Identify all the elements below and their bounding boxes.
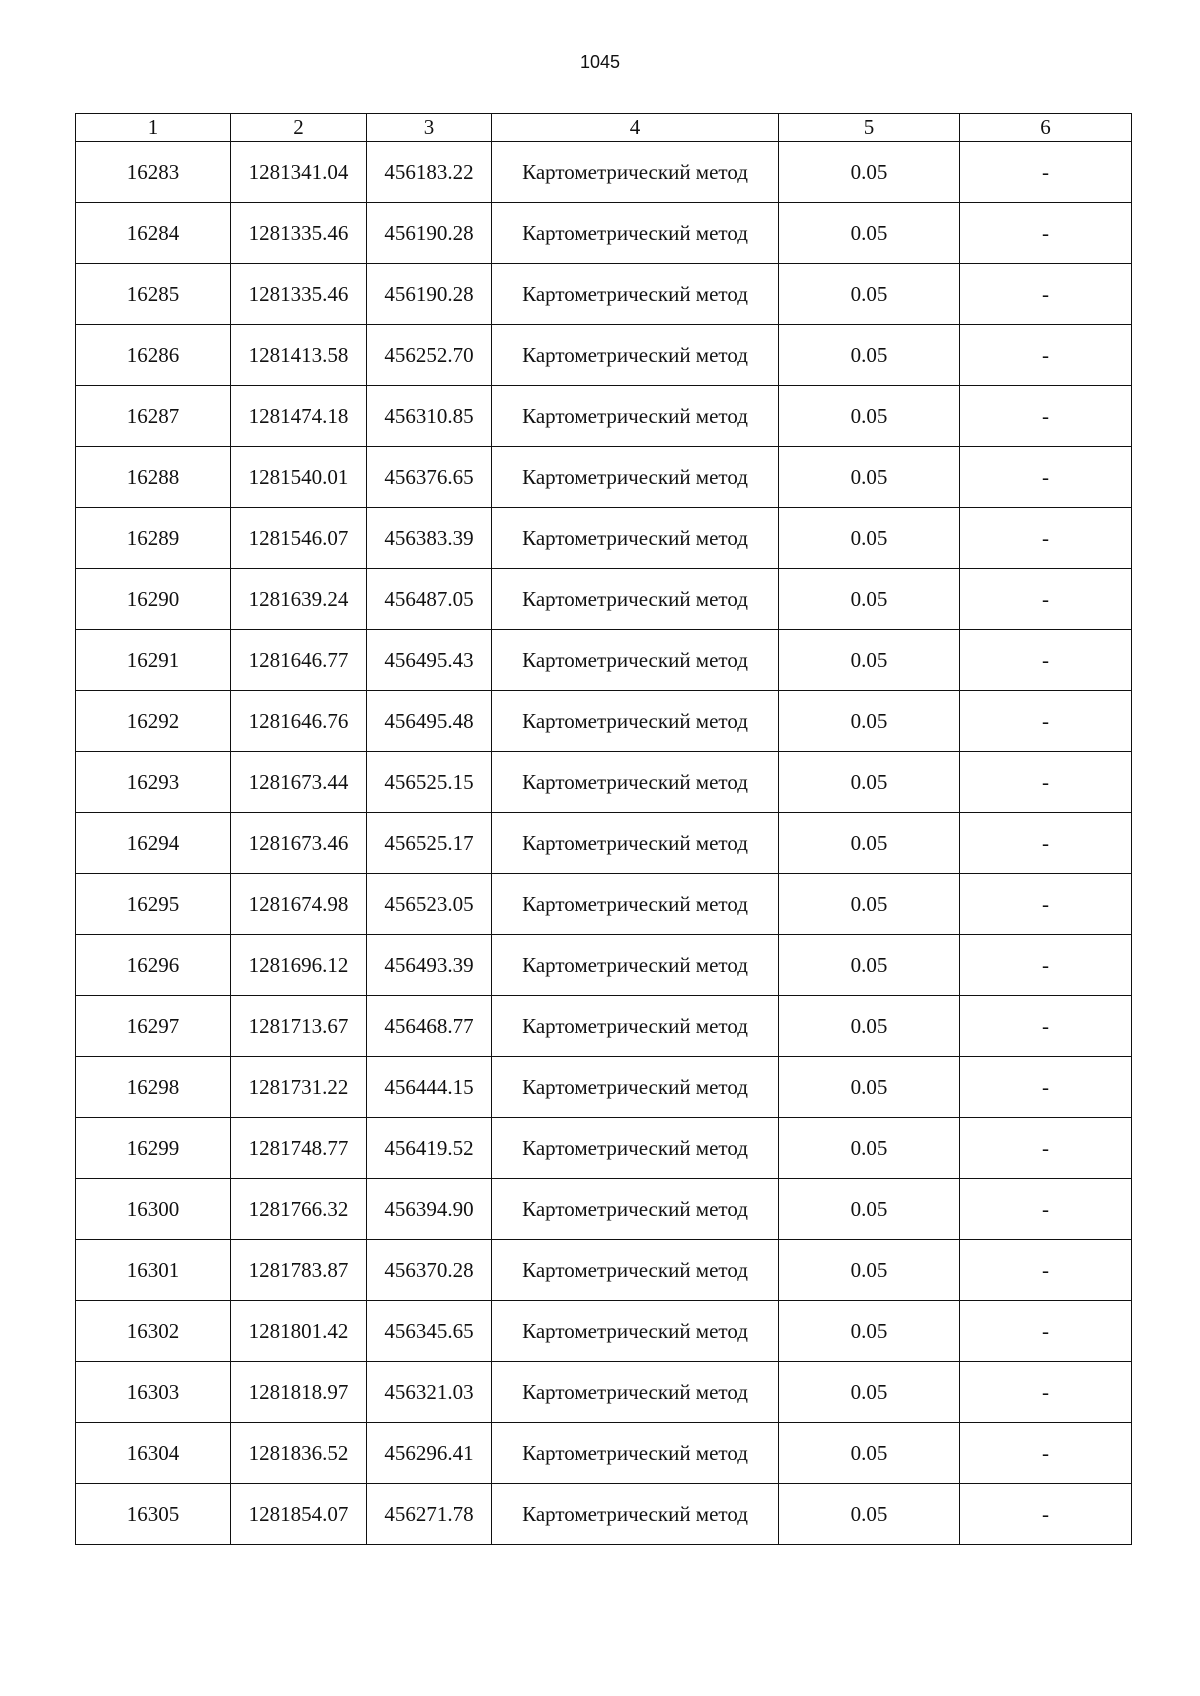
x-coordinate-cell: 1281818.97: [231, 1362, 367, 1423]
x-coordinate-cell: 1281731.22: [231, 1057, 367, 1118]
y-coordinate-cell: 456345.65: [367, 1301, 492, 1362]
description-cell: -: [960, 1118, 1132, 1179]
description-cell: -: [960, 1362, 1132, 1423]
accuracy-cell: 0.05: [779, 1423, 960, 1484]
table-row: [76, 508, 1132, 569]
accuracy-cell: 0.05: [779, 1057, 960, 1118]
accuracy-cell: 0.05: [779, 569, 960, 630]
description-cell: -: [960, 264, 1132, 325]
accuracy-cell: 0.05: [779, 935, 960, 996]
description-cell: -: [960, 203, 1132, 264]
description-cell: -: [960, 1484, 1132, 1545]
method-cell: Картометрический метод: [492, 1057, 779, 1118]
method-cell: Картометрический метод: [492, 691, 779, 752]
description-cell: -: [960, 691, 1132, 752]
table-row: [76, 1484, 1132, 1545]
table-row: [76, 569, 1132, 630]
table-row: [76, 447, 1132, 508]
point-number-cell: 16294: [76, 813, 231, 874]
accuracy-cell: 0.05: [779, 752, 960, 813]
point-number-cell: 16290: [76, 569, 231, 630]
y-coordinate-cell: 456523.05: [367, 874, 492, 935]
y-coordinate-cell: 456394.90: [367, 1179, 492, 1240]
y-coordinate-cell: 456468.77: [367, 996, 492, 1057]
column-header: 2: [231, 114, 367, 142]
description-cell: -: [960, 935, 1132, 996]
table-row: [76, 1057, 1132, 1118]
table-row: [76, 264, 1132, 325]
x-coordinate-cell: 1281696.12: [231, 935, 367, 996]
coordinates-table: [75, 113, 1132, 1545]
x-coordinate-cell: 1281335.46: [231, 203, 367, 264]
x-coordinate-cell: 1281341.04: [231, 142, 367, 203]
x-coordinate-cell: 1281540.01: [231, 447, 367, 508]
table-body: [76, 142, 1132, 1545]
accuracy-cell: 0.05: [779, 1118, 960, 1179]
point-number-cell: 16289: [76, 508, 231, 569]
column-header: 4: [492, 114, 779, 142]
x-coordinate-cell: 1281474.18: [231, 386, 367, 447]
column-header: 1: [76, 114, 231, 142]
y-coordinate-cell: 456525.15: [367, 752, 492, 813]
column-header: 5: [779, 114, 960, 142]
x-coordinate-cell: 1281413.58: [231, 325, 367, 386]
x-coordinate-cell: 1281801.42: [231, 1301, 367, 1362]
table-row: [76, 996, 1132, 1057]
method-cell: Картометрический метод: [492, 1423, 779, 1484]
table-row: [76, 1301, 1132, 1362]
column-header: 3: [367, 114, 492, 142]
point-number-cell: 16283: [76, 142, 231, 203]
accuracy-cell: 0.05: [779, 264, 960, 325]
x-coordinate-cell: 1281335.46: [231, 264, 367, 325]
method-cell: Картометрический метод: [492, 996, 779, 1057]
method-cell: Картометрический метод: [492, 752, 779, 813]
description-cell: -: [960, 813, 1132, 874]
method-cell: Картометрический метод: [492, 935, 779, 996]
point-number-cell: 16302: [76, 1301, 231, 1362]
accuracy-cell: 0.05: [779, 1484, 960, 1545]
page-number: 1045: [579, 52, 621, 72]
accuracy-cell: 0.05: [779, 1179, 960, 1240]
point-number-cell: 16295: [76, 874, 231, 935]
description-cell: -: [960, 1057, 1132, 1118]
x-coordinate-cell: 1281783.87: [231, 1240, 367, 1301]
y-coordinate-cell: 456493.39: [367, 935, 492, 996]
method-cell: Картометрический метод: [492, 142, 779, 203]
accuracy-cell: 0.05: [779, 142, 960, 203]
y-coordinate-cell: 456252.70: [367, 325, 492, 386]
point-number-cell: 16298: [76, 1057, 231, 1118]
point-number-cell: 16291: [76, 630, 231, 691]
method-cell: Картометрический метод: [492, 1179, 779, 1240]
method-cell: Картометрический метод: [492, 447, 779, 508]
method-cell: Картометрический метод: [492, 203, 779, 264]
table-row: [76, 874, 1132, 935]
description-cell: -: [960, 752, 1132, 813]
accuracy-cell: 0.05: [779, 508, 960, 569]
x-coordinate-cell: 1281646.76: [231, 691, 367, 752]
table-row: [76, 386, 1132, 447]
point-number-cell: 16286: [76, 325, 231, 386]
accuracy-cell: 0.05: [779, 630, 960, 691]
accuracy-cell: 0.05: [779, 325, 960, 386]
method-cell: Картометрический метод: [492, 1118, 779, 1179]
method-cell: Картометрический метод: [492, 813, 779, 874]
method-cell: Картометрический метод: [492, 264, 779, 325]
accuracy-cell: 0.05: [779, 1240, 960, 1301]
x-coordinate-cell: 1281674.98: [231, 874, 367, 935]
point-number-cell: 16296: [76, 935, 231, 996]
description-cell: -: [960, 508, 1132, 569]
table-row: [76, 630, 1132, 691]
y-coordinate-cell: 456444.15: [367, 1057, 492, 1118]
x-coordinate-cell: 1281748.77: [231, 1118, 367, 1179]
method-cell: Картометрический метод: [492, 1362, 779, 1423]
x-coordinate-cell: 1281673.46: [231, 813, 367, 874]
x-coordinate-cell: 1281639.24: [231, 569, 367, 630]
y-coordinate-cell: 456296.41: [367, 1423, 492, 1484]
accuracy-cell: 0.05: [779, 203, 960, 264]
description-cell: -: [960, 142, 1132, 203]
table-row: [76, 752, 1132, 813]
table-row: [76, 813, 1132, 874]
y-coordinate-cell: 456271.78: [367, 1484, 492, 1545]
point-number-cell: 16303: [76, 1362, 231, 1423]
table-row: [76, 142, 1132, 203]
y-coordinate-cell: 456190.28: [367, 203, 492, 264]
method-cell: Картометрический метод: [492, 325, 779, 386]
accuracy-cell: 0.05: [779, 874, 960, 935]
accuracy-cell: 0.05: [779, 1362, 960, 1423]
accuracy-cell: 0.05: [779, 691, 960, 752]
description-cell: -: [960, 1423, 1132, 1484]
y-coordinate-cell: 456310.85: [367, 386, 492, 447]
x-coordinate-cell: 1281713.67: [231, 996, 367, 1057]
method-cell: Картометрический метод: [492, 1240, 779, 1301]
y-coordinate-cell: 456495.43: [367, 630, 492, 691]
table-row: [76, 325, 1132, 386]
point-number-cell: 16287: [76, 386, 231, 447]
accuracy-cell: 0.05: [779, 447, 960, 508]
method-cell: Картометрический метод: [492, 508, 779, 569]
y-coordinate-cell: 456495.48: [367, 691, 492, 752]
table-row: [76, 203, 1132, 264]
point-number-cell: 16284: [76, 203, 231, 264]
accuracy-cell: 0.05: [779, 813, 960, 874]
point-number-cell: 16301: [76, 1240, 231, 1301]
point-number-cell: 16304: [76, 1423, 231, 1484]
description-cell: -: [960, 874, 1132, 935]
point-number-cell: 16299: [76, 1118, 231, 1179]
description-cell: -: [960, 630, 1132, 691]
x-coordinate-cell: 1281646.77: [231, 630, 367, 691]
y-coordinate-cell: 456376.65: [367, 447, 492, 508]
x-coordinate-cell: 1281673.44: [231, 752, 367, 813]
point-number-cell: 16300: [76, 1179, 231, 1240]
table-row: [76, 1240, 1132, 1301]
description-cell: -: [960, 447, 1132, 508]
table-header-row: [76, 114, 1132, 142]
method-cell: Картометрический метод: [492, 1484, 779, 1545]
method-cell: Картометрический метод: [492, 630, 779, 691]
description-cell: -: [960, 325, 1132, 386]
description-cell: -: [960, 996, 1132, 1057]
y-coordinate-cell: 456370.28: [367, 1240, 492, 1301]
accuracy-cell: 0.05: [779, 386, 960, 447]
table-row: [76, 1179, 1132, 1240]
point-number-cell: 16297: [76, 996, 231, 1057]
method-cell: Картометрический метод: [492, 1301, 779, 1362]
method-cell: Картометрический метод: [492, 874, 779, 935]
y-coordinate-cell: 456419.52: [367, 1118, 492, 1179]
table-row: [76, 1362, 1132, 1423]
point-number-cell: 16288: [76, 447, 231, 508]
table-row: [76, 691, 1132, 752]
x-coordinate-cell: 1281546.07: [231, 508, 367, 569]
point-number-cell: 16285: [76, 264, 231, 325]
table-row: [76, 1118, 1132, 1179]
description-cell: -: [960, 386, 1132, 447]
column-header: 6: [960, 114, 1132, 142]
point-number-cell: 16292: [76, 691, 231, 752]
method-cell: Картометрический метод: [492, 386, 779, 447]
point-number-cell: 16305: [76, 1484, 231, 1545]
x-coordinate-cell: 1281854.07: [231, 1484, 367, 1545]
y-coordinate-cell: 456383.39: [367, 508, 492, 569]
table-row: [76, 935, 1132, 996]
description-cell: -: [960, 1301, 1132, 1362]
y-coordinate-cell: 456321.03: [367, 1362, 492, 1423]
description-cell: -: [960, 1179, 1132, 1240]
accuracy-cell: 0.05: [779, 996, 960, 1057]
x-coordinate-cell: 1281836.52: [231, 1423, 367, 1484]
y-coordinate-cell: 456183.22: [367, 142, 492, 203]
x-coordinate-cell: 1281766.32: [231, 1179, 367, 1240]
description-cell: -: [960, 1240, 1132, 1301]
point-number-cell: 16293: [76, 752, 231, 813]
accuracy-cell: 0.05: [779, 1301, 960, 1362]
y-coordinate-cell: 456525.17: [367, 813, 492, 874]
description-cell: -: [960, 569, 1132, 630]
y-coordinate-cell: 456487.05: [367, 569, 492, 630]
table-row: [76, 1423, 1132, 1484]
y-coordinate-cell: 456190.28: [367, 264, 492, 325]
method-cell: Картометрический метод: [492, 569, 779, 630]
